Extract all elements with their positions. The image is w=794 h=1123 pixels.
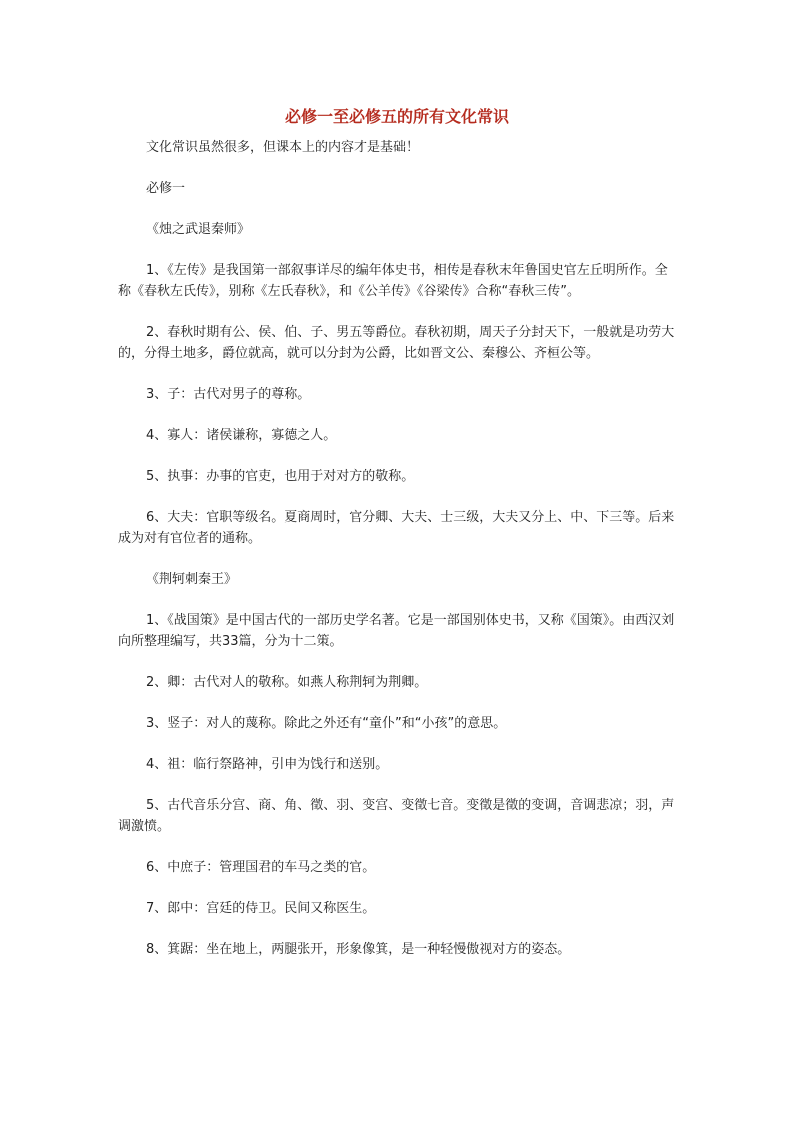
intro-paragraph: 文化常识虽然很多，但课本上的内容才是基础！	[146, 140, 420, 155]
note-paragraph: 2、卿：古代对人的敬称。如燕人称荆轲为荆卿。	[146, 675, 428, 690]
note-paragraph: 5、古代音乐分宫、商、角、徵、羽、变宫、变徵七音。变徵是徵的变调，音调悲凉；羽，声调激愤。	[118, 798, 675, 834]
note-paragraph: 6、大夫：官职等级名。夏商周时，官分卿、大夫、士三级，大夫又分上、中、下三等。后来成为对有官位者的通称。	[118, 510, 675, 546]
note-paragraph: 4、祖：临行祭路神，引申为饯行和送别。	[146, 757, 389, 772]
note-paragraph: 3、子：古代对男子的尊称。	[146, 387, 311, 402]
note-paragraph: 1、《战国策》是中国古代的一部历史学名著。它是一部国别体史书，又称《国策》。由西汉刘向所整理编写，共33篇，分为十二策。	[118, 613, 675, 649]
document-title: 必修一至必修五的所有文化常识	[284, 107, 509, 126]
note-paragraph: 8、箕踞：坐在地上，两腿张开，形象像箕，是一种轻慢傲视对方的姿态。	[146, 942, 571, 957]
note-paragraph: 2、春秋时期有公、侯、伯、子、男五等爵位。春秋初期，周天子分封天下，一般就是功劳大的，分得土地多，爵位就高，就可以分封为公爵，比如晋文公、秦穆公、齐桓公等。	[118, 325, 675, 361]
note-paragraph: 7、郎中：宫廷的侍卫。民间又称医生。	[146, 901, 376, 916]
note-paragraph: 1、《左传》是我国第一部叙事详尽的编年体史书，相传是春秋末年鲁国史官左丘明所作。全称《春秋左氏传》，别称《左氏春秋》，和《公羊传》《谷梁传》合称“春秋三传”。	[118, 263, 668, 299]
document-body	[118, 137, 678, 980]
note-paragraph: 4、寡人：诸侯谦称，寡德之人。	[146, 428, 337, 443]
section-heading-bixiu-1: 必修一	[146, 181, 186, 196]
note-paragraph: 3、竖子：对人的蔑称。除此之外还有“童仆”和“小孩”的意思。	[146, 716, 507, 731]
note-paragraph: 6、中庶子：管理国君的车马之类的官。	[146, 860, 376, 875]
lesson-heading-jingke: 《荆轲刺秦王》	[146, 572, 238, 587]
note-paragraph: 5、执事：办事的官吏，也用于对对方的敬称。	[146, 469, 415, 484]
lesson-heading-zhuzhiwu: 《烛之武退秦师》	[146, 222, 251, 237]
